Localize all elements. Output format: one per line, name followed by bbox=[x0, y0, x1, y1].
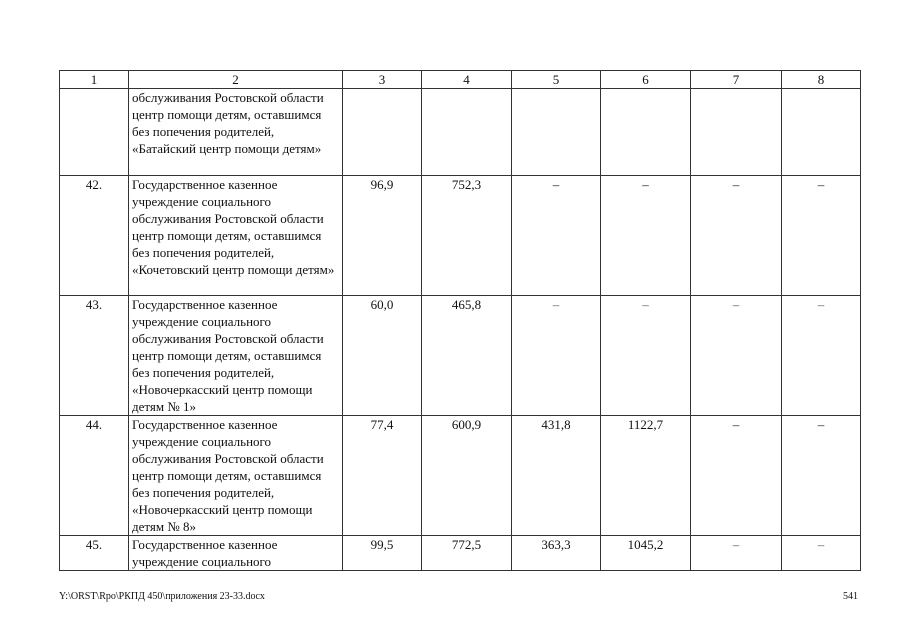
table-cell: – bbox=[601, 296, 691, 416]
table-cell: 1122,7 bbox=[601, 416, 691, 536]
row-number-cell: 45. bbox=[60, 536, 129, 571]
table-row-continuation bbox=[60, 89, 861, 176]
table-cell: 99,5 bbox=[343, 536, 422, 571]
table-row bbox=[60, 176, 861, 296]
column-header: 7 bbox=[691, 71, 782, 89]
table-cell: 772,5 bbox=[422, 536, 512, 571]
table-cell: 363,3 bbox=[512, 536, 601, 571]
table-cell: – bbox=[512, 176, 601, 296]
table-cell: 96,9 bbox=[343, 176, 422, 296]
table-cell: – bbox=[691, 176, 782, 296]
table-cell: – bbox=[512, 296, 601, 416]
column-header: 2 bbox=[129, 71, 343, 89]
table-row bbox=[60, 296, 861, 416]
table-row bbox=[60, 536, 861, 571]
table-cell bbox=[512, 89, 601, 176]
table-cell: 431,8 bbox=[512, 416, 601, 536]
table-cell: – bbox=[691, 416, 782, 536]
table-cell: – bbox=[601, 176, 691, 296]
table-cell: 465,8 bbox=[422, 296, 512, 416]
table-cell bbox=[422, 89, 512, 176]
column-header: 3 bbox=[343, 71, 422, 89]
row-number-cell: 44. bbox=[60, 416, 129, 536]
column-header: 4 bbox=[422, 71, 512, 89]
column-header: 8 bbox=[782, 71, 861, 89]
table-cell: 752,3 bbox=[422, 176, 512, 296]
table-cell: – bbox=[782, 536, 861, 571]
table-cell: – bbox=[691, 536, 782, 571]
table-cell: 1045,2 bbox=[601, 536, 691, 571]
table-header-row bbox=[60, 71, 861, 89]
table-cell: 60,0 bbox=[343, 296, 422, 416]
column-header: 1 bbox=[60, 71, 129, 89]
institution-name-cell: Государственное казенное учреждение социального обслуживания Ростовской области центр помощи детям, оставшимся без попечения родителей, «Новочеркасский центр помощи детям № 1» bbox=[129, 296, 343, 416]
table-row bbox=[60, 416, 861, 536]
table-cell bbox=[691, 89, 782, 176]
table-cell: 77,4 bbox=[343, 416, 422, 536]
table-cell bbox=[782, 89, 861, 176]
table-cell: 600,9 bbox=[422, 416, 512, 536]
institution-name-cell: Государственное казенное учреждение социального обслуживания Ростовской области центр помощи детям, оставшимся без попечения родителей, «Кочетовский центр помощи детям» bbox=[129, 176, 343, 296]
table-cell bbox=[601, 89, 691, 176]
institution-name-cell: Государственное казенное учреждение социального bbox=[129, 536, 343, 571]
table-cell: – bbox=[782, 416, 861, 536]
row-number-cell bbox=[60, 89, 129, 176]
table-cell: – bbox=[782, 176, 861, 296]
table-cell bbox=[343, 89, 422, 176]
footer-file-path: Y:\ORST\Rpo\РКПД 450\приложения 23-33.docx bbox=[59, 591, 265, 602]
data-table bbox=[59, 70, 861, 571]
page-number: 541 bbox=[843, 591, 858, 602]
table-cell: – bbox=[691, 296, 782, 416]
institution-name-cell: обслуживания Ростовской области центр помощи детям, оставшимся без попечения родителей, «Батайский центр помощи детям» bbox=[129, 89, 343, 176]
institution-name-cell: Государственное казенное учреждение социального обслуживания Ростовской области центр помощи детям, оставшимся без попечения родителей, «Новочеркасский центр помощи детям № 8» bbox=[129, 416, 343, 536]
column-header: 6 bbox=[601, 71, 691, 89]
row-number-cell: 43. bbox=[60, 296, 129, 416]
row-number-cell: 42. bbox=[60, 176, 129, 296]
table-cell: – bbox=[782, 296, 861, 416]
column-header: 5 bbox=[512, 71, 601, 89]
